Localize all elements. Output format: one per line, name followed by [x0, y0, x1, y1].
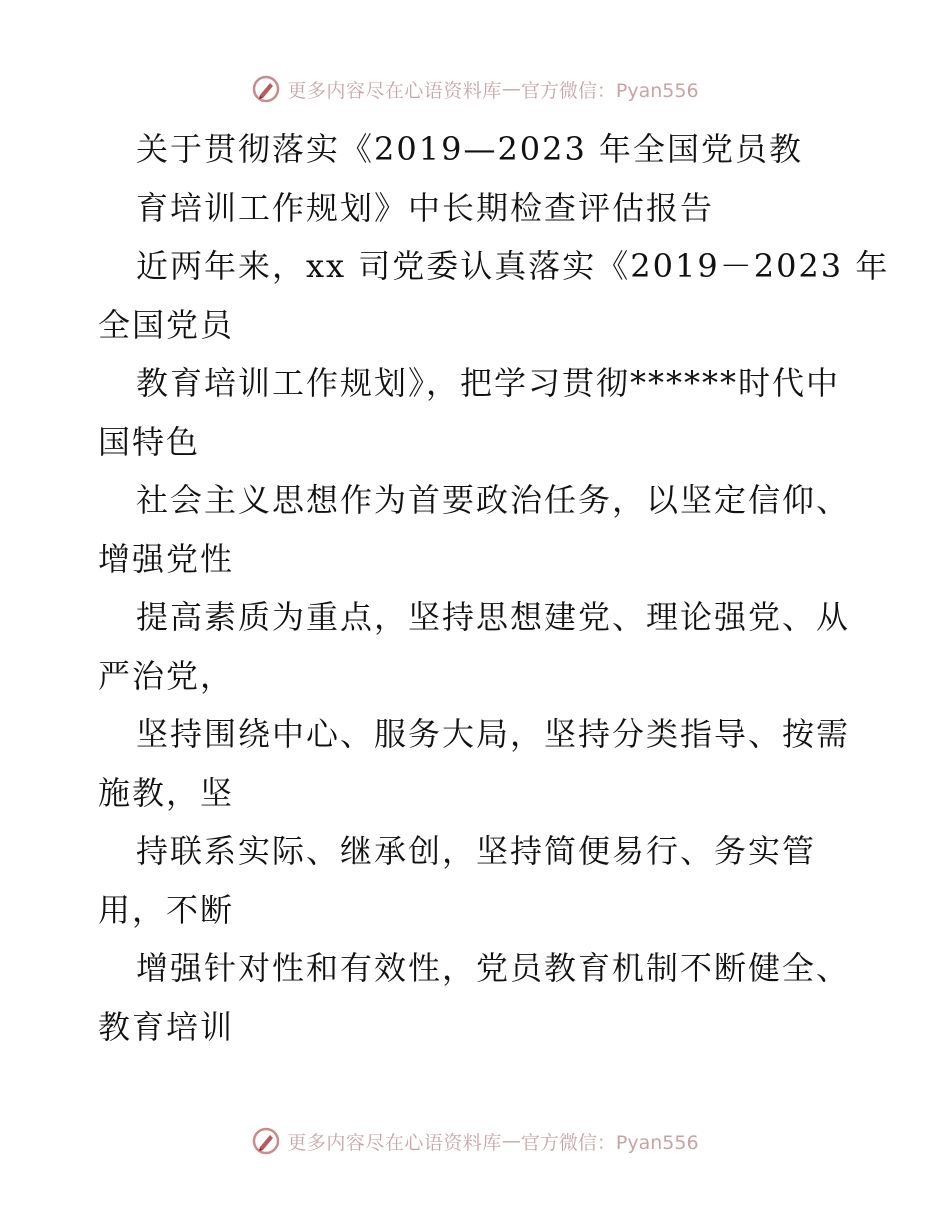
- text-line: 提高素质为重点，坚持思想建党、理论强党、从: [136, 598, 851, 636]
- watermark-dash: —: [501, 1130, 521, 1152]
- text-line: 严治党，: [98, 656, 235, 695]
- text-line: 社会主义思想作为首要政治任务，以坚定信仰、: [136, 481, 851, 519]
- header-watermark: [0, 72, 950, 106]
- text-line: 增强针对性和有效性，党员教育机制不断健全、: [136, 949, 851, 987]
- watermark-text: 更多内容尽在心语资料库: [287, 1131, 502, 1154]
- text-line: 施教，坚: [98, 773, 235, 812]
- text-line: 育培训工作规划》中长期检查评估报告: [136, 188, 715, 227]
- text-line: 增强党性: [98, 539, 235, 578]
- text-line: 持联系实际、继承创，坚持简便易行、务实管: [136, 832, 817, 870]
- document-body: [98, 120, 890, 1056]
- text-line: 教育培训工作规划》，把学习贯彻******时代中: [136, 364, 841, 402]
- watermark-wechat: 官方微信：Pyan556: [520, 79, 699, 102]
- text-line: 近两年来，xx 司党委认真落实《2019－2023 年: [136, 247, 890, 285]
- text-line: 教育培训: [98, 1007, 235, 1046]
- text-line: 国特色: [98, 422, 201, 461]
- watermark-text: 更多内容尽在心语资料库: [287, 79, 502, 102]
- watermark-dash: —: [501, 78, 521, 100]
- watermark-wechat: 官方微信：Pyan556: [520, 1131, 699, 1154]
- text-line: 全国党员: [98, 305, 235, 344]
- footer-watermark: [0, 1124, 950, 1158]
- text-line: 关于贯彻落实《2019—2023 年全国党员教: [136, 130, 804, 168]
- text-line: 坚持围绕中心、服务大局，坚持分类指导、按需: [136, 715, 851, 753]
- pen-logo-icon: [251, 74, 281, 104]
- pen-logo-icon: [251, 1126, 281, 1156]
- text-line: 用，不断: [98, 890, 235, 929]
